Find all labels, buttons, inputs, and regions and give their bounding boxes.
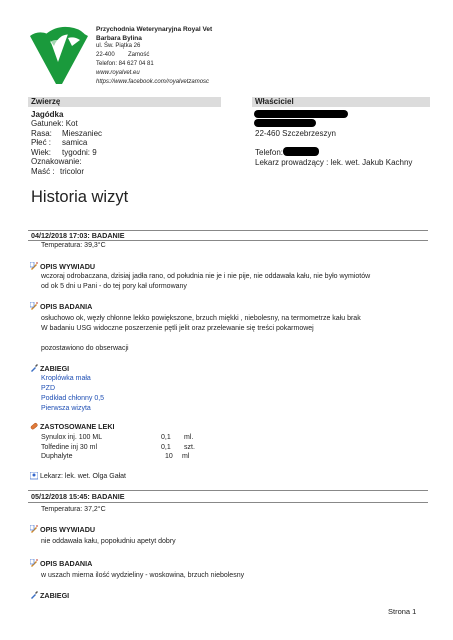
visit1-vet: Lekarz: lek. wet. Olga Gałat xyxy=(40,473,126,480)
visit2-interview: nie oddawała kału, popołudniu apetyt dobry xyxy=(41,538,176,545)
med-unit: ml. xyxy=(184,434,194,441)
visit2-interview-title: OPIS WYWIADU xyxy=(40,525,96,534)
animal-breed-value: Mieszaniec xyxy=(62,129,103,138)
visit1-exam-line: osłuchowo ok, węzły chłonne lekko powiększone, brzuch miękki , niebolesny, na termometrze kału brak xyxy=(41,315,361,322)
clinic-postcode: 22-400 xyxy=(96,52,115,58)
clinic-name: Przychodnia Weterynaryjna Royal Vet xyxy=(96,26,213,33)
procedure-link[interactable]: Kroplówka mała xyxy=(41,375,91,382)
notes-icon xyxy=(30,302,38,310)
clinic-city: Zamość xyxy=(128,52,150,58)
visit1-exam-line: W badaniu USG widoczne poszerzenie pętli jelit oraz przelewanie się treści pokarmowej xyxy=(41,325,314,332)
owner-name-redacted xyxy=(254,110,348,118)
animal-age-label: Wiek: xyxy=(31,148,51,157)
med-unit: szt. xyxy=(184,444,195,451)
med-qty: 10 xyxy=(165,453,173,460)
animal-color-value: tricolor xyxy=(60,167,85,176)
owner-street-redacted xyxy=(254,119,316,127)
med-name: Synulox inj. 100 ML xyxy=(41,434,103,441)
owner-address: 22-460 Szczebrzeszyn xyxy=(255,129,336,138)
med-unit: ml xyxy=(182,453,190,460)
owner-phone-redacted xyxy=(283,147,319,156)
visit2-temperature: Temperatura: 37,2°C xyxy=(41,506,106,513)
animal-sex-value: samica xyxy=(62,138,88,147)
visit2-exam-title: OPIS BADANIA xyxy=(40,559,93,568)
clinic-website[interactable]: www.royalvet.eu xyxy=(96,70,140,76)
med-qty: 0,1 xyxy=(161,434,171,441)
syringe-icon xyxy=(30,364,38,372)
visit1-exam-title: OPIS BADANIA xyxy=(40,302,93,311)
divider xyxy=(28,502,428,503)
animal-sex-label: Płeć : xyxy=(31,138,52,147)
owner-phone-label: Telefon: xyxy=(255,148,284,157)
procedure-link[interactable]: Podkład chłonny 0,5 xyxy=(41,395,105,402)
visit2-header: 05/12/2018 15:45: BADANIE xyxy=(31,492,125,501)
page-title: Historia wizyt xyxy=(31,188,129,206)
visit1-header: 04/12/2018 17:03: BADANIE xyxy=(31,231,125,240)
visit1-interview-title: OPIS WYWIADU xyxy=(40,262,96,271)
animal-marking: Oznakowanie: xyxy=(31,157,82,166)
visit1-temperature: Temperatura: 39,3°C xyxy=(41,242,106,249)
syringe-icon xyxy=(30,591,38,599)
animal-age-value: tygodni: 9 xyxy=(62,148,97,157)
clinic-owner: Barbara Bylina xyxy=(96,35,142,42)
clinic-phone: Telefon: 84 627 04 81 xyxy=(96,61,154,67)
animal-species: Gatunek: Kot xyxy=(31,119,78,128)
notes-icon xyxy=(30,525,38,533)
visit2-procedures-title: ZABIEGI xyxy=(40,591,70,600)
procedure-link[interactable]: PZD xyxy=(41,385,55,392)
pill-icon xyxy=(30,422,38,430)
animal-header: Zwierzę xyxy=(28,97,221,107)
visit1-exam-line: pozostawiono do obserwacji xyxy=(41,345,129,352)
clinic-facebook[interactable]: https://www.facebook.com/royalvetzamosc xyxy=(96,79,210,85)
animal-breed-label: Rasa: xyxy=(31,129,52,138)
animal-name: Jagódka xyxy=(31,110,64,119)
visit1-interview-line: wczoraj odrobaczana, dzisiaj jadła rano, od południa nie je i nie pije, nie oddawała kału, nie było wymiotów xyxy=(41,273,371,280)
med-qty: 0,1 xyxy=(161,444,171,451)
notes-icon xyxy=(30,262,38,270)
visit1-interview-line: od ok 5 dni u Pani - do tej pory kał uformowany xyxy=(41,283,187,290)
clinic-street: ul. Św. Piątka 26 xyxy=(96,43,141,49)
procedure-link[interactable]: Pierwsza wizyta xyxy=(41,405,91,412)
visit1-meds-title: ZASTOSOWANE LEKI xyxy=(40,422,115,431)
notes-icon xyxy=(30,559,38,567)
animal-color-label: Maść : xyxy=(31,167,55,176)
owner-header: Właściciel xyxy=(252,97,430,107)
med-name: Tolfedine inj 30 ml xyxy=(41,444,98,451)
med-name: Duphalyte xyxy=(41,453,73,460)
clinic-logo xyxy=(28,22,90,86)
divider xyxy=(28,490,428,491)
page-number: Strona 1 xyxy=(388,607,417,616)
visit1-procedures-title: ZABIEGI xyxy=(40,364,70,373)
doctor-icon xyxy=(30,472,38,480)
visit2-exam: w uszach mierna ilość wydzieliny - woskowina, brzuch niebolesny xyxy=(41,572,245,579)
owner-vet: Lekarz prowadzący : lek. wet. Jakub Kachny xyxy=(255,158,413,167)
